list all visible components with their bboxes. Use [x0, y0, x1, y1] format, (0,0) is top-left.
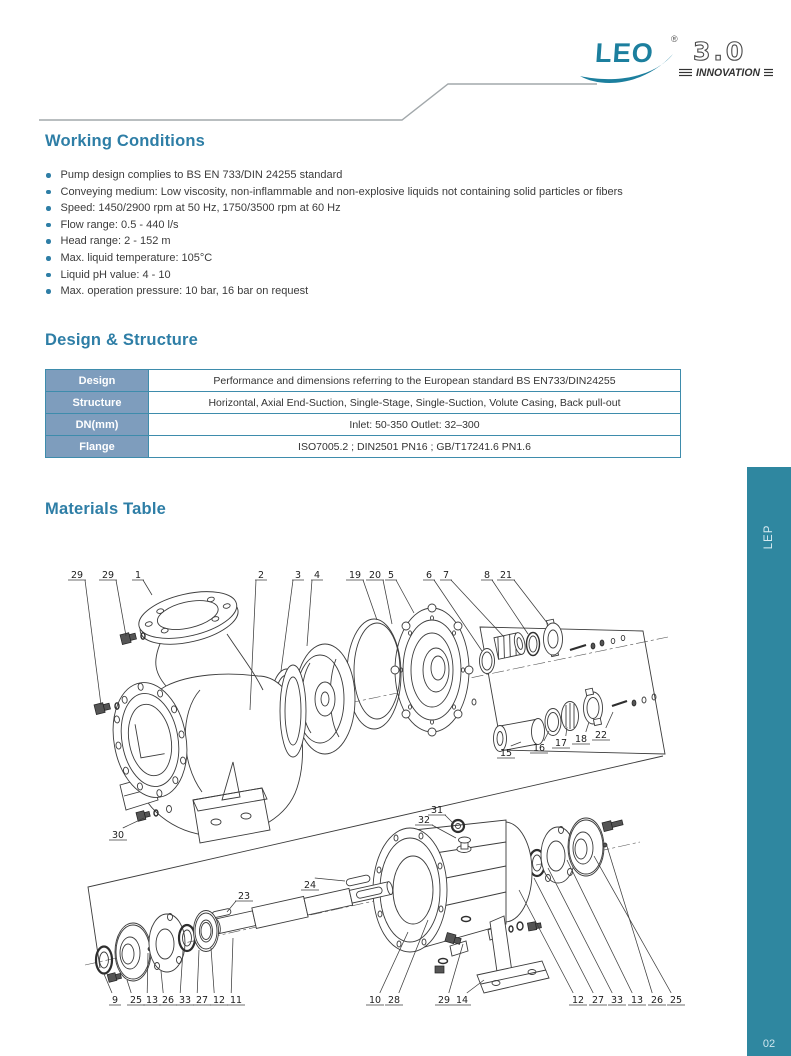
working-condition-item [46, 184, 623, 201]
bullet-dot-icon [46, 173, 51, 178]
part-label-leader-line [606, 712, 613, 728]
part-number-label: 3 [294, 570, 302, 581]
design-structure-table [45, 369, 681, 458]
bullet-dot-icon [46, 190, 51, 195]
part-label-leader-line [383, 580, 392, 624]
part-label-leader-line [123, 818, 144, 828]
working-condition-item [46, 167, 623, 184]
spec-table-row [46, 436, 681, 458]
working-condition-item [46, 200, 623, 217]
part-number-label: 27 [195, 995, 209, 1006]
part-label-leader-line [567, 860, 632, 993]
part-number-label: 13 [630, 995, 644, 1006]
working-condition-item [46, 267, 623, 284]
working-condition-item [46, 233, 623, 250]
part-label-leader-line [492, 580, 528, 634]
part-number-label: 18 [574, 734, 588, 745]
tagline-right-lines [764, 70, 773, 76]
bullet-dot-icon [46, 206, 51, 211]
spec-row-label: Design [46, 370, 149, 392]
pump-upper-assembly [94, 583, 668, 843]
part-number-label: 5 [387, 570, 395, 581]
part-number-label: 27 [591, 995, 605, 1006]
page-number: 02 [762, 1038, 776, 1050]
part-label-leader-line [445, 815, 453, 823]
series-side-tab [747, 467, 791, 1056]
part-number-label: 11 [229, 995, 243, 1006]
part-label-leader-line [281, 580, 293, 671]
part-label-leader-line [197, 950, 199, 993]
design-structure-title: Design & Structure [45, 331, 199, 349]
part-number-label: 30 [111, 830, 125, 841]
part-number-label: 17 [554, 738, 568, 749]
part-number-label: 21 [499, 570, 513, 581]
working-condition-text: Max. liquid temperature: 105°C [60, 251, 213, 264]
part-number-label: 29 [437, 995, 451, 1006]
part-label-leader-line [227, 901, 236, 912]
part-number-label: 26 [650, 995, 664, 1006]
part-number-label: 14 [455, 995, 469, 1006]
part-label-leader-line [231, 938, 233, 993]
logo-tagline: INNOVATION [696, 67, 761, 79]
spec-row-label: Flange [46, 436, 149, 458]
part-number-label: 32 [417, 815, 431, 826]
part-number-label: 12 [212, 995, 226, 1006]
part-number-label: 22 [594, 730, 608, 741]
working-condition-item [46, 250, 623, 267]
part-number-label: 15 [499, 748, 513, 759]
working-conditions-title: Working Conditions [45, 132, 206, 150]
part-number-label: 25 [669, 995, 683, 1006]
part-number-label: 1 [134, 570, 142, 581]
part-number-label: 24 [303, 880, 317, 891]
logo-brand-text: LEO [594, 38, 655, 68]
part-label-leader-line [143, 580, 152, 595]
spec-row-label: Structure [46, 392, 149, 414]
part-label-leader-line [511, 742, 521, 746]
series-tab-label: LEP [763, 524, 775, 550]
part-label-leader-line [363, 580, 377, 620]
logo-registered-mark: ® [671, 34, 678, 44]
part-number-label: 33 [610, 995, 624, 1006]
part-number-label: 13 [145, 995, 159, 1006]
part-number-label: 6 [425, 570, 433, 581]
part-label-leader-line [586, 722, 589, 732]
spec-table-row [46, 392, 681, 414]
part-label-leader-line [396, 580, 414, 613]
part-number-label: 2 [257, 570, 265, 581]
part-label-leader-line [85, 580, 101, 705]
part-label-leader-line [161, 971, 163, 993]
working-condition-item [46, 217, 623, 234]
part-number-label: 7 [442, 570, 450, 581]
part-number-label: 23 [237, 891, 251, 902]
part-label-leader-line [211, 948, 214, 993]
design-structure-table-body [46, 370, 681, 458]
spec-row-value: ISO7005.2 ; DIN2501 PN16 ; GB/T17241.6 PN1.6 [149, 436, 681, 458]
working-condition-text: Conveying medium: Low viscosity, non-inflammable and non-explosive liquids not containing solid particles or fibers [60, 185, 623, 198]
materials-table-title: Materials Table [45, 500, 166, 518]
part-label-leader-line [307, 580, 312, 646]
part-label-leader-line [315, 878, 345, 881]
spec-table-row [46, 370, 681, 392]
spec-row-value: Inlet: 50-350 Outlet: 32–300 [149, 414, 681, 436]
bullet-dot-icon [46, 273, 51, 278]
working-condition-text: Flow range: 0.5 - 440 l/s [60, 218, 179, 231]
working-condition-text: Max. operation pressure: 10 bar, 16 bar on request [60, 285, 309, 298]
spec-table-row [46, 414, 681, 436]
spec-row-value: Performance and dimensions referring to the European standard BS EN733/DIN24255 [149, 370, 681, 392]
part-label-leader-line [594, 856, 671, 993]
logo-version: 3.0 [693, 37, 747, 66]
part-number-label: 9 [111, 995, 119, 1006]
working-condition-item [46, 283, 623, 300]
part-number-label: 20 [368, 570, 382, 581]
working-condition-text: Head range: 2 - 152 m [60, 235, 171, 248]
part-number-label: 12 [571, 995, 585, 1006]
part-label-leader-line [127, 980, 131, 993]
working-condition-text: Pump design complies to BS EN 733/DIN 24255 standard [60, 169, 343, 181]
bullet-dot-icon [46, 223, 51, 228]
part-number-label: 19 [348, 570, 362, 581]
bullet-dot-icon [46, 289, 51, 294]
part-number-label: 4 [313, 570, 321, 581]
working-conditions-list [46, 167, 623, 300]
working-condition-text: Speed: 1450/2900 rpm at 50 Hz, 1750/3500 rpm at 60 Hz [60, 202, 341, 215]
part-number-label: 25 [129, 995, 143, 1006]
bullet-dot-icon [46, 239, 51, 244]
part-number-label: 10 [368, 995, 382, 1006]
bullet-dot-icon [46, 256, 51, 261]
part-number-label: 28 [387, 995, 401, 1006]
part-number-label: 8 [483, 570, 491, 581]
part-number-label: 16 [532, 743, 546, 754]
part-number-label: 31 [430, 805, 444, 816]
working-condition-text: Liquid pH value: 4 - 10 [60, 268, 171, 281]
part-number-label: 29 [101, 570, 115, 581]
part-number-label: 29 [70, 570, 84, 581]
header-divider-line [39, 84, 597, 120]
tagline-left-lines [679, 70, 692, 76]
spec-row-label: DN(mm) [46, 414, 149, 436]
part-number-label: 33 [178, 995, 192, 1006]
spec-row-value: Horizontal, Axial End-Suction, Single-Stage, Single-Suction, Volute Casing, Back pull-out [149, 392, 681, 414]
part-label-leader-line [514, 580, 548, 624]
leo-logo [575, 28, 775, 90]
part-number-label: 26 [161, 995, 175, 1006]
part-label-leader-line [116, 580, 126, 636]
